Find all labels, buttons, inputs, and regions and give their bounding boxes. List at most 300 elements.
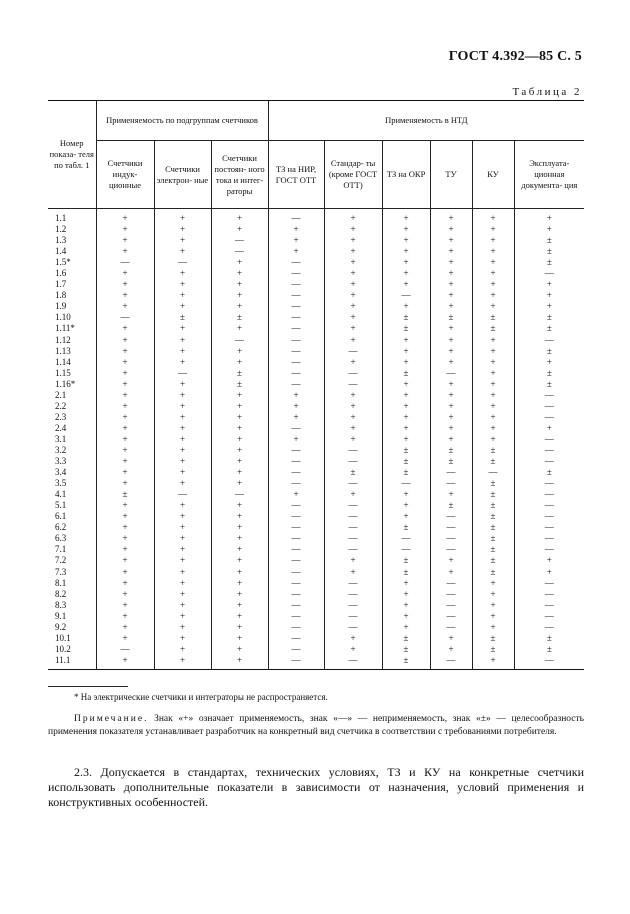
section-paragraph: 2.3. Допускается в стандартах, технических условиях, ТЗ и КУ на конкретные счетчики использовать дополнительные показатели в зависимости от назначения, условий применения и конструктивных особенностей. [48, 765, 584, 809]
applicability-cell: ± [211, 312, 268, 323]
applicability-cell: + [211, 544, 268, 555]
applicability-cell: + [96, 533, 154, 544]
applicability-cell: + [211, 644, 268, 655]
applicability-cell: + [514, 209, 584, 225]
note-label: Примечание. [74, 714, 149, 724]
applicability-cell: — [514, 335, 584, 346]
applicability-cell: + [211, 224, 268, 235]
row-number-cell: 9.1 [48, 611, 96, 622]
applicability-cell: + [154, 555, 211, 566]
applicability-cell: + [324, 301, 382, 312]
applicability-cell: — [430, 589, 472, 600]
applicability-cell: ± [472, 312, 514, 323]
note-paragraph [48, 713, 584, 739]
col-header-dc-integrators: Счетчики постоян- ного тока и интег- раторы [211, 141, 268, 209]
applicability-cell: + [514, 555, 584, 566]
applicability-cell: + [324, 644, 382, 655]
applicability-cell: + [430, 235, 472, 246]
applicability-cell: + [211, 401, 268, 412]
table-row [48, 379, 584, 390]
applicability-cell: + [96, 209, 154, 225]
applicability-cell: + [96, 456, 154, 467]
table-row [48, 301, 584, 312]
table-row [48, 633, 584, 644]
applicability-cell: — [472, 467, 514, 478]
applicability-cell: + [96, 611, 154, 622]
applicability-cell: + [96, 224, 154, 235]
applicability-cell: + [154, 209, 211, 225]
applicability-cell: + [154, 379, 211, 390]
table-row [48, 423, 584, 434]
applicability-cell: ± [382, 633, 430, 644]
applicability-cell: + [472, 301, 514, 312]
applicability-cell: + [154, 544, 211, 555]
applicability-cell: — [430, 467, 472, 478]
applicability-cell: ± [324, 467, 382, 478]
table-row [48, 434, 584, 445]
applicability-cell: + [430, 335, 472, 346]
applicability-cell: + [382, 401, 430, 412]
applicability-cell: + [268, 489, 324, 500]
applicability-cell: + [430, 379, 472, 390]
applicability-cell: — [96, 644, 154, 655]
applicability-cell: + [514, 357, 584, 368]
applicability-cell: + [154, 500, 211, 511]
table-row [48, 467, 584, 478]
applicability-cell: — [514, 522, 584, 533]
applicability-cell: + [430, 633, 472, 644]
applicability-cell: + [430, 246, 472, 257]
applicability-cell: — [324, 655, 382, 670]
applicability-cell: ± [472, 567, 514, 578]
applicability-cell: + [382, 379, 430, 390]
applicability-cell: — [382, 290, 430, 301]
applicability-cell: + [211, 257, 268, 268]
row-number-cell: 6.3 [48, 533, 96, 544]
row-number-cell: 3.2 [48, 445, 96, 456]
row-number-cell: 4.1 [48, 489, 96, 500]
applicability-cell: + [211, 323, 268, 334]
applicability-cell: + [382, 235, 430, 246]
applicability-cell: — [268, 478, 324, 489]
applicability-cell: — [96, 312, 154, 323]
table-row [48, 290, 584, 301]
applicability-cell: — [324, 511, 382, 522]
row-number-cell: 6.2 [48, 522, 96, 533]
applicability-cell: + [96, 445, 154, 456]
applicability-cell: — [211, 246, 268, 257]
applicability-cell: ± [382, 567, 430, 578]
applicability-cell: + [96, 268, 154, 279]
applicability-cell: + [472, 209, 514, 225]
col-header-induction: Счетчики индук- ционные [96, 141, 154, 209]
table-label: Таблица 2 [512, 86, 582, 98]
applicability-cell: + [324, 279, 382, 290]
applicability-cell: + [430, 301, 472, 312]
applicability-cell: + [211, 357, 268, 368]
applicability-cell: ± [472, 445, 514, 456]
row-number-cell: 1.3 [48, 235, 96, 246]
applicability-cell: — [430, 368, 472, 379]
row-number-cell: 2.3 [48, 412, 96, 423]
table-row [48, 401, 584, 412]
applicability-cell: + [430, 412, 472, 423]
applicability-cell: — [430, 622, 472, 633]
applicability-cell: + [154, 346, 211, 357]
applicability-cell: + [472, 589, 514, 600]
applicability-cell: + [382, 423, 430, 434]
applicability-cell: — [268, 533, 324, 544]
table-row [48, 567, 584, 578]
applicability-cell: + [472, 434, 514, 445]
applicability-cell: — [268, 268, 324, 279]
applicability-cell: — [268, 357, 324, 368]
applicability-cell: ± [382, 456, 430, 467]
row-number-cell: 1.2 [48, 224, 96, 235]
row-number-cell: 1.15 [48, 368, 96, 379]
applicability-cell: + [268, 224, 324, 235]
applicability-cell: + [382, 224, 430, 235]
row-number-cell: 5.1 [48, 500, 96, 511]
applicability-cell: ± [430, 500, 472, 511]
applicability-cell: + [154, 655, 211, 670]
applicability-cell: + [211, 290, 268, 301]
table-row [48, 578, 584, 589]
applicability-cell: + [154, 600, 211, 611]
applicability-cell: + [211, 611, 268, 622]
applicability-cell: ± [472, 478, 514, 489]
applicability-cell: + [382, 434, 430, 445]
applicability-cell: — [268, 290, 324, 301]
table-row [48, 323, 584, 334]
applicability-cell: + [430, 279, 472, 290]
row-number-cell: 1.14 [48, 357, 96, 368]
applicability-cell: + [96, 633, 154, 644]
table-row [48, 611, 584, 622]
col-header-electronic: Счетчики электрон- ные [154, 141, 211, 209]
row-number-cell: 1.8 [48, 290, 96, 301]
applicability-cell: + [382, 257, 430, 268]
row-number-cell: 8.3 [48, 600, 96, 611]
row-number-cell: 1.10 [48, 312, 96, 323]
applicability-cell: — [154, 489, 211, 500]
applicability-cell: + [154, 467, 211, 478]
applicability-cell: — [514, 456, 584, 467]
applicability-cell: + [324, 633, 382, 644]
applicability-cell: + [514, 279, 584, 290]
table-row [48, 357, 584, 368]
applicability-cell: ± [382, 368, 430, 379]
applicability-cell: + [430, 401, 472, 412]
note-text: Знак «+» означает применяемость, знак «—» — неприменяемость, знак «±» — целесообразность применения показателя устанавливает разработчик на конкретный вид счетчика в соответствии с требованиями потребителя. [48, 714, 584, 737]
col-header-operational-docs: Эксплуата- ционная документа- ция [514, 141, 584, 209]
row-number-cell: 3.4 [48, 467, 96, 478]
applicability-cell: + [154, 323, 211, 334]
applicability-cell: + [472, 379, 514, 390]
row-number-cell: 7.2 [48, 555, 96, 566]
applicability-cell: ± [382, 467, 430, 478]
applicability-cell: + [154, 268, 211, 279]
applicability-cell: — [430, 655, 472, 670]
applicability-cell: ± [514, 633, 584, 644]
applicability-cell: ± [472, 511, 514, 522]
applicability-cell: — [324, 600, 382, 611]
applicability-cell: + [472, 611, 514, 622]
applicability-cell: — [268, 644, 324, 655]
applicability-cell: + [211, 390, 268, 401]
applicability-cell: + [154, 589, 211, 600]
row-number-cell: 1.4 [48, 246, 96, 257]
applicability-cell: + [154, 511, 211, 522]
applicability-cell: + [324, 235, 382, 246]
col-header-tz-nir-gost: ТЗ на НИР, ГОСТ ОТТ [268, 141, 324, 209]
applicability-cell: + [324, 555, 382, 566]
applicability-cell: + [382, 246, 430, 257]
applicability-cell: + [96, 346, 154, 357]
col-header-ku: КУ [472, 141, 514, 209]
applicability-cell: + [268, 246, 324, 257]
applicability-cell: + [430, 423, 472, 434]
applicability-cell: — [514, 412, 584, 423]
applicability-cell: + [211, 279, 268, 290]
table-body [48, 209, 584, 670]
applicability-cell: + [96, 567, 154, 578]
applicability-cell: + [382, 511, 430, 522]
applicability-cell: + [211, 346, 268, 357]
applicability-cell: + [382, 301, 430, 312]
applicability-cell: — [211, 335, 268, 346]
applicability-cell: + [382, 209, 430, 225]
applicability-cell: — [324, 611, 382, 622]
applicability-cell: ± [472, 456, 514, 467]
group-header-ntd: Применяемость в НТД [268, 101, 584, 141]
applicability-cell: ± [514, 312, 584, 323]
applicability-cell: ± [514, 257, 584, 268]
applicability-cell: — [382, 544, 430, 555]
applicability-cell: — [514, 478, 584, 489]
applicability-cell: + [472, 357, 514, 368]
applicability-cell: + [324, 567, 382, 578]
applicability-cell: + [211, 434, 268, 445]
col-header-standards: Стандар- ты (кроме ГОСТ ОТТ) [324, 141, 382, 209]
applicability-cell: — [514, 589, 584, 600]
col-header-tz-okr: ТЗ на ОКР [382, 141, 430, 209]
col-header-number: Номер показа- теля по табл. 1 [48, 101, 96, 209]
applicability-cell: + [472, 600, 514, 611]
applicability-cell: + [96, 379, 154, 390]
applicability-cell: + [96, 368, 154, 379]
applicability-cell: + [382, 600, 430, 611]
applicability-cell: + [96, 423, 154, 434]
applicability-cell: + [211, 423, 268, 434]
applicability-cell: + [154, 434, 211, 445]
applicability-cell: — [430, 511, 472, 522]
table-row [48, 412, 584, 423]
applicability-cell: — [324, 379, 382, 390]
applicability-cell: — [514, 268, 584, 279]
applicability-cell: + [430, 489, 472, 500]
applicability-cell: + [472, 224, 514, 235]
table-row [48, 257, 584, 268]
applicability-cell: — [514, 401, 584, 412]
applicability-cell: — [514, 578, 584, 589]
table-row [48, 589, 584, 600]
applicability-cell: + [324, 390, 382, 401]
applicability-cell: + [324, 312, 382, 323]
applicability-cell: — [268, 511, 324, 522]
applicability-cell: + [96, 401, 154, 412]
applicability-cell: + [472, 401, 514, 412]
applicability-cell: ± [514, 246, 584, 257]
applicability-cell: — [430, 578, 472, 589]
applicability-cell: — [268, 522, 324, 533]
applicability-cell: + [154, 633, 211, 644]
applicability-cell: + [96, 500, 154, 511]
applicability-cell: + [211, 478, 268, 489]
applicability-cell: ± [514, 644, 584, 655]
applicability-cell: ± [382, 644, 430, 655]
applicability-cell: — [268, 301, 324, 312]
applicability-cell: — [268, 500, 324, 511]
applicability-cell: — [268, 578, 324, 589]
applicability-cell: — [324, 578, 382, 589]
row-number-cell: 3.3 [48, 456, 96, 467]
applicability-cell: — [324, 544, 382, 555]
applicability-cell: — [514, 390, 584, 401]
applicability-cell: + [96, 511, 154, 522]
applicability-cell: — [268, 544, 324, 555]
table-row [48, 279, 584, 290]
applicability-cell: ± [211, 368, 268, 379]
table-row [48, 511, 584, 522]
applicability-cell: + [154, 533, 211, 544]
applicability-cell: + [472, 346, 514, 357]
table-row [48, 500, 584, 511]
table-row [48, 533, 584, 544]
applicability-cell: + [96, 522, 154, 533]
applicability-cell: + [211, 589, 268, 600]
row-number-cell: 1.12 [48, 335, 96, 346]
applicability-cell: + [211, 456, 268, 467]
applicability-cell: + [96, 301, 154, 312]
table-row [48, 390, 584, 401]
applicability-cell: + [324, 357, 382, 368]
applicability-cell: + [211, 301, 268, 312]
applicability-cell: + [514, 567, 584, 578]
applicability-cell: + [472, 290, 514, 301]
applicability-cell: + [472, 335, 514, 346]
applicability-cell: + [324, 335, 382, 346]
table-row [48, 368, 584, 379]
applicability-cell: + [211, 511, 268, 522]
applicability-cell: — [268, 445, 324, 456]
applicability-cell: ± [472, 500, 514, 511]
row-number-cell: 1.1 [48, 209, 96, 225]
applicability-cell: ± [382, 655, 430, 670]
row-number-cell: 1.6 [48, 268, 96, 279]
applicability-cell: + [472, 412, 514, 423]
applicability-cell: + [96, 279, 154, 290]
applicability-cell: + [430, 290, 472, 301]
applicability-cell: + [96, 578, 154, 589]
applicability-cell: ± [514, 467, 584, 478]
applicability-cell: — [430, 544, 472, 555]
footnote-divider [48, 686, 128, 687]
applicability-cell: + [96, 478, 154, 489]
applicability-cell: — [430, 600, 472, 611]
row-number-cell: 1.16* [48, 379, 96, 390]
table-row [48, 622, 584, 633]
row-number-cell: 9.2 [48, 622, 96, 633]
applicability-cell: + [382, 578, 430, 589]
applicability-cell: — [514, 489, 584, 500]
applicability-cell: + [430, 357, 472, 368]
table-row [48, 456, 584, 467]
applicability-cell: + [154, 235, 211, 246]
applicability-cell: + [96, 589, 154, 600]
applicability-cell: + [211, 209, 268, 225]
row-number-cell: 10.1 [48, 633, 96, 644]
applicability-cell: — [268, 335, 324, 346]
applicability-cell: ± [472, 489, 514, 500]
applicability-cell: + [472, 655, 514, 670]
applicability-cell: — [324, 368, 382, 379]
applicability-cell: + [268, 401, 324, 412]
applicability-cell: + [211, 567, 268, 578]
table-row [48, 445, 584, 456]
applicability-cell: + [514, 301, 584, 312]
applicability-cell: + [154, 644, 211, 655]
applicability-cell: + [382, 346, 430, 357]
applicability-cell: + [430, 323, 472, 334]
applicability-cell: — [514, 622, 584, 633]
applicability-cell: — [268, 456, 324, 467]
applicability-cell: — [268, 622, 324, 633]
applicability-cell: + [154, 412, 211, 423]
applicability-cell: + [154, 290, 211, 301]
applicability-cell: — [268, 589, 324, 600]
applicability-cell: — [268, 312, 324, 323]
table-row [48, 600, 584, 611]
applicability-cell: + [324, 323, 382, 334]
applicability-cell: — [154, 368, 211, 379]
applicability-cell: + [472, 622, 514, 633]
applicability-cell: + [96, 555, 154, 566]
applicability-cell: + [382, 335, 430, 346]
applicability-cell: + [96, 434, 154, 445]
applicability-cell: + [154, 622, 211, 633]
applicability-cell: — [514, 544, 584, 555]
applicability-cell: + [211, 633, 268, 644]
applicability-cell: + [154, 224, 211, 235]
applicability-cell: + [430, 644, 472, 655]
row-number-cell: 1.9 [48, 301, 96, 312]
applicability-cell: + [324, 401, 382, 412]
applicability-cell: ± [96, 489, 154, 500]
row-number-cell: 1.7 [48, 279, 96, 290]
applicability-cell: + [472, 257, 514, 268]
applicability-cell: ± [514, 235, 584, 246]
applicability-cell: + [324, 257, 382, 268]
row-number-cell: 8.1 [48, 578, 96, 589]
applicability-cell: — [268, 555, 324, 566]
table-row [48, 335, 584, 346]
applicability-cell: ± [514, 368, 584, 379]
applicability-cell: — [268, 279, 324, 290]
applicability-cell: + [382, 489, 430, 500]
applicability-cell: + [211, 533, 268, 544]
applicability-cell: — [268, 257, 324, 268]
